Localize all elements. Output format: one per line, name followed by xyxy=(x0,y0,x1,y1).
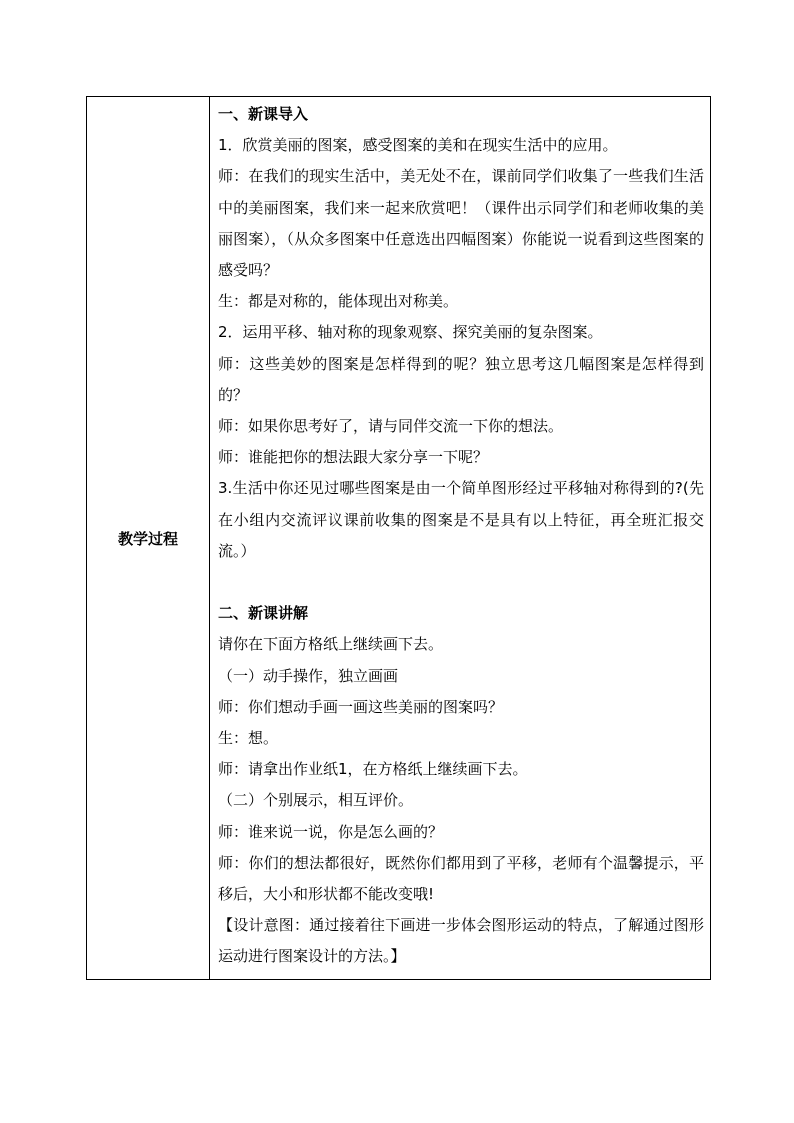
section-heading: 一、新课导入 xyxy=(218,105,309,123)
paragraph: 师：谁能把你的想法跟大家分享一下呢？ xyxy=(218,448,489,467)
table-row xyxy=(87,97,711,980)
paragraph: 师：如果你思考好了，请与同伴交流一下你的想法。 xyxy=(218,417,564,436)
paragraph: 师：你们的想法都很好，既然你们都用到了平移，老师有个温馨提示，平移后，大小和形状都不能改变哦! xyxy=(218,853,704,904)
section-heading: 二、新课讲解 xyxy=(218,604,309,623)
paragraph: 1．欣赏美丽的图案，感受图案的美和在现实生活中的应用。 xyxy=(218,136,618,155)
blank-line xyxy=(218,567,704,598)
paragraph: 师：这些美妙的图案是怎样得到的呢？独立思考这几幅图案是怎样得到的？ xyxy=(218,354,704,404)
paragraph: （一）动手操作，独立画画 xyxy=(218,666,399,685)
paragraph: 师：请拿出作业纸1，在方格纸上继续画下去。 xyxy=(218,760,528,779)
paragraph: 师：谁来说一说，你是怎么画的？ xyxy=(218,822,444,841)
paragraph: 生：都是对称的，能体现出对称美。 xyxy=(218,292,459,311)
row-label: 教学过程 xyxy=(87,97,210,980)
paragraph: 师：你们想动手画一画这些美丽的图案吗？ xyxy=(218,697,504,716)
paragraph: 3.生活中你还见过哪些图案是由一个简单图形经过平移轴对称得到的?(先在小组内交流评议课前收集的图案是不是具有以上特征，再全班汇报交流。） xyxy=(218,479,704,560)
paragraph: 师：在我们的现实生活中，美无处不在，课前同学们收集了一些我们生活中的美丽图案，我们来一起来欣赏吧！（课件出示同学们和老师收集的美丽图案），（从众多图案中任意选出四幅图案）你能说一说看到这些图案的感受吗？ xyxy=(218,167,704,280)
lesson-content xyxy=(210,97,710,973)
paragraph: 生：想。 xyxy=(218,729,279,748)
paragraph: 2．运用平移、轴对称的现象观察、探究美丽的复杂图案。 xyxy=(218,323,603,342)
content-cell xyxy=(210,97,711,980)
lesson-plan-table xyxy=(86,96,711,980)
paragraph: （二）个别展示，相互评价。 xyxy=(218,791,414,810)
paragraph: 请你在下面方格纸上继续画下去。 xyxy=(218,635,444,654)
paragraph: 【设计意图：通过接着往下画进一步体会图形运动的特点，了解通过图形运动进行图案设计的方法。】 xyxy=(218,916,704,966)
